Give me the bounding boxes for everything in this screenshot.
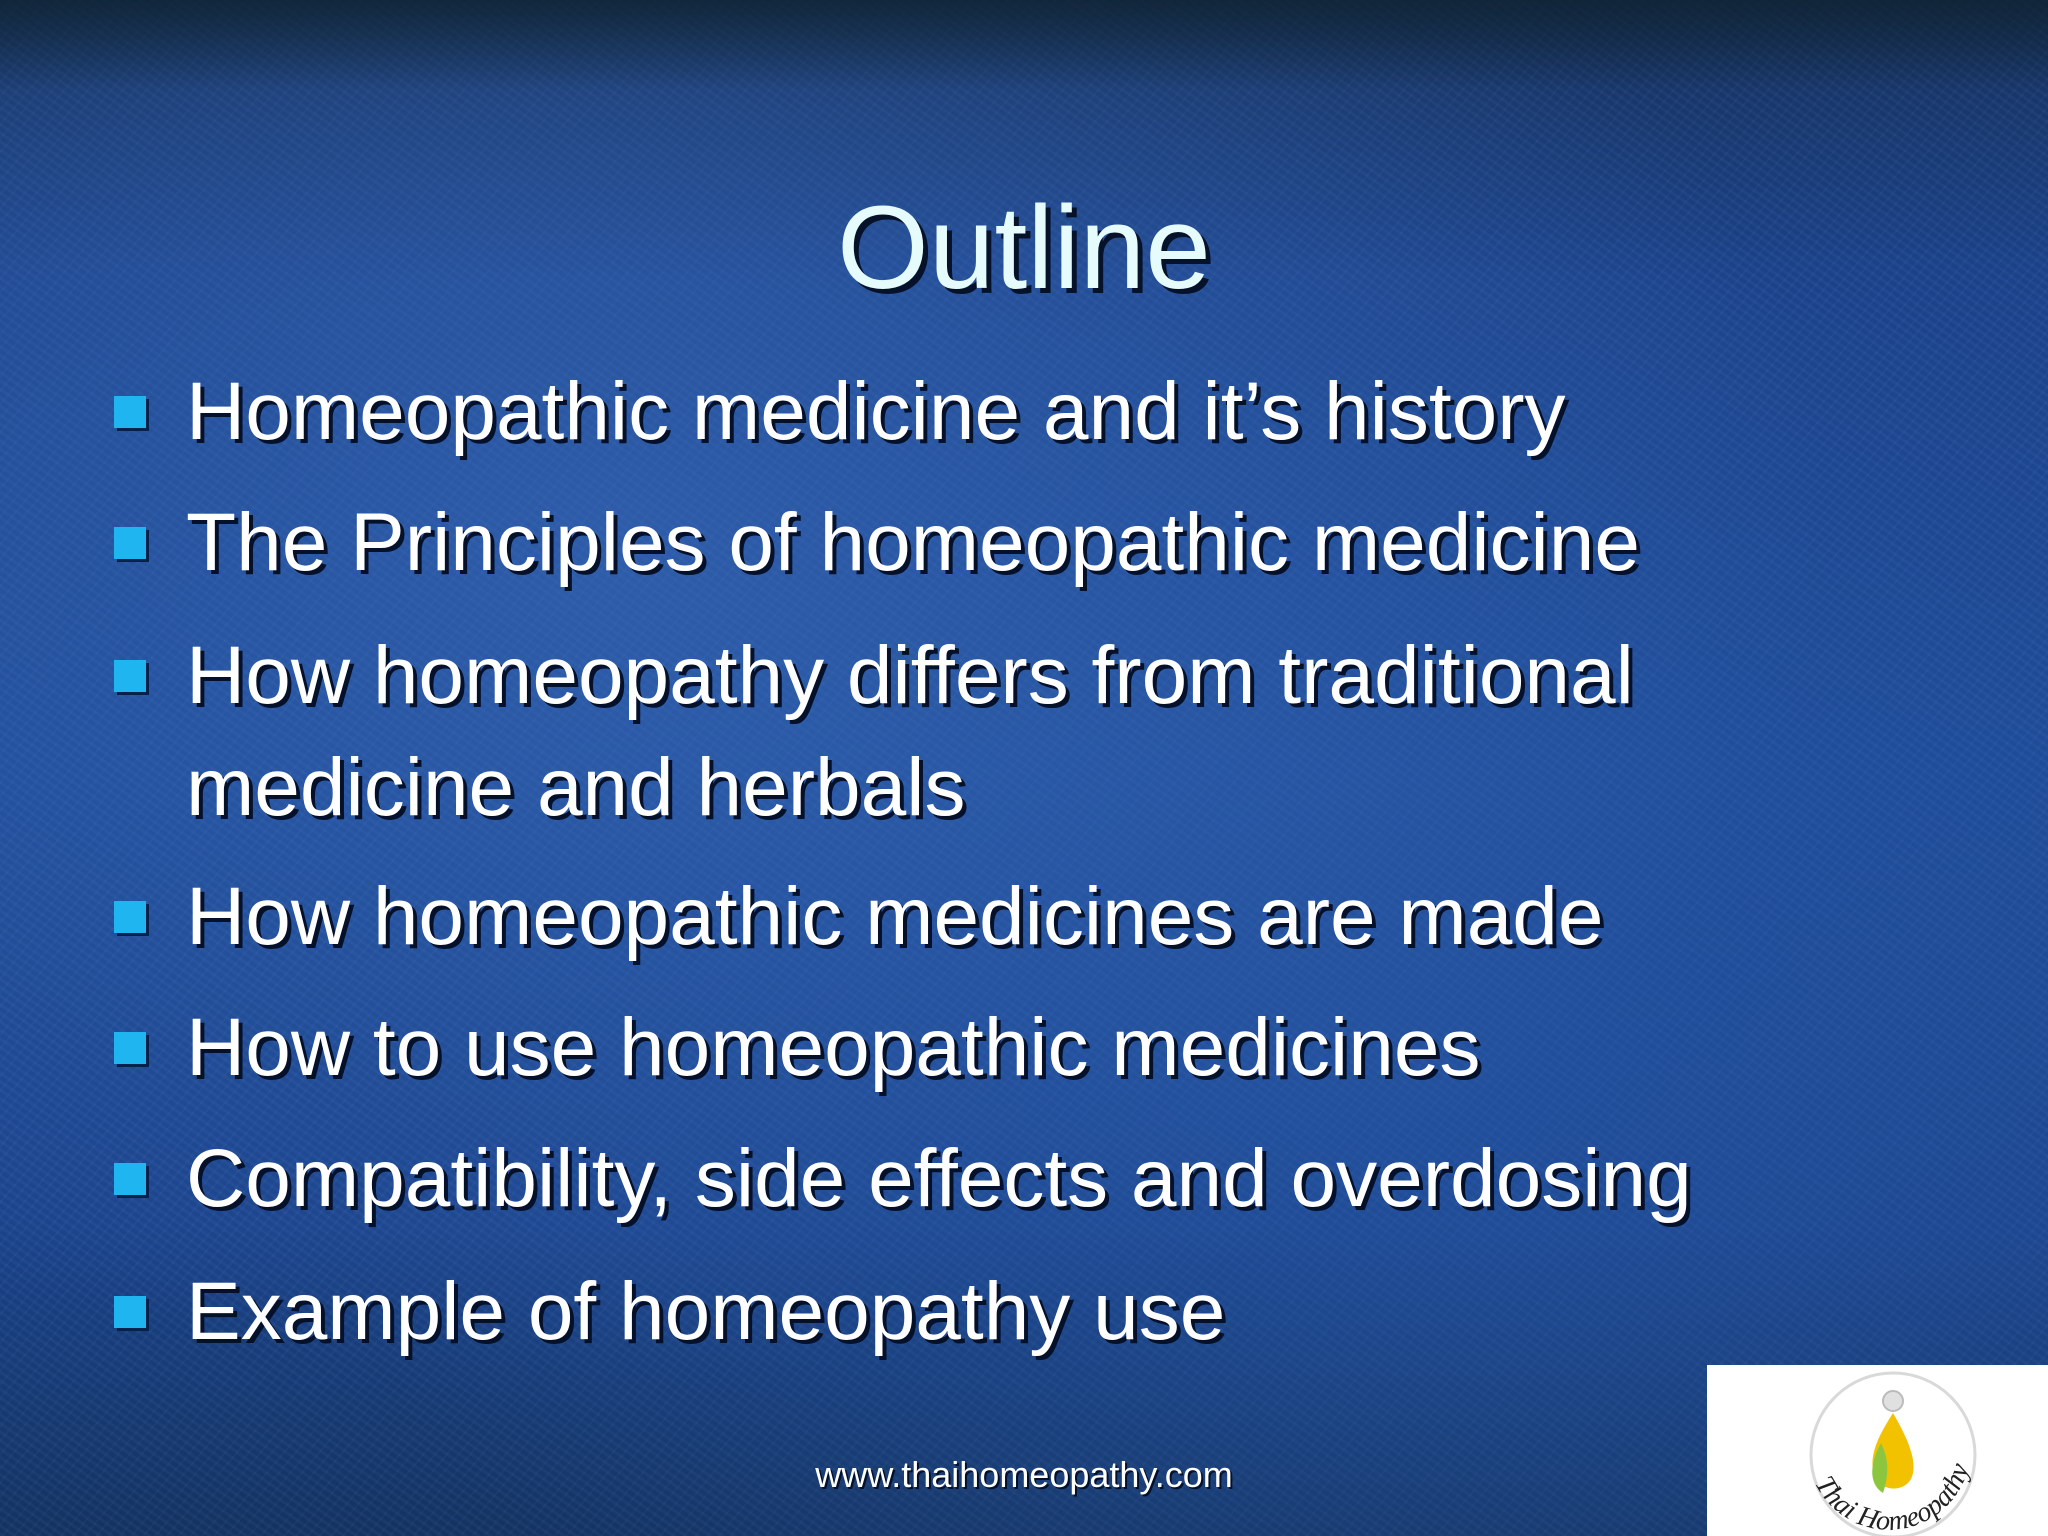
bullet-item	[186, 861, 1986, 973]
bullet-text: Compatibility, side effects and overdosing	[186, 1133, 1692, 1224]
bullet-item	[186, 487, 1986, 599]
slide-title: Outline	[837, 182, 1211, 314]
bullet-item	[186, 1256, 1986, 1368]
square-bullet-icon	[114, 527, 146, 559]
bullet-text: How homeopathy differs from traditional medicine and herbals	[186, 630, 1634, 833]
thai-homeopathy-logo-icon	[1707, 1365, 2048, 1536]
bullet-text: Homeopathic medicine and it’s history	[186, 366, 1566, 457]
logo-box	[1707, 1365, 2048, 1536]
bullet-item	[186, 620, 1886, 844]
square-bullet-icon	[114, 1163, 146, 1195]
svg-text:Thai Homeopathy: Thai Homeopathy	[1808, 1459, 1976, 1536]
bullet-item	[186, 356, 1986, 468]
bullet-text: How to use homeopathic medicines	[186, 1002, 1481, 1093]
square-bullet-icon	[114, 396, 146, 428]
square-bullet-icon	[114, 1296, 146, 1328]
bullet-item	[186, 992, 1986, 1104]
square-bullet-icon	[114, 901, 146, 933]
bullet-item	[186, 1123, 1986, 1235]
footer-url: www.thaihomeopathy.com	[815, 1454, 1233, 1495]
square-bullet-icon	[114, 1032, 146, 1064]
bullet-text: Example of homeopathy use	[186, 1266, 1226, 1357]
bullet-text: How homeopathic medicines are made	[186, 871, 1604, 962]
bullet-text: The Principles of homeopathic medicine	[186, 497, 1640, 588]
square-bullet-icon	[114, 660, 146, 692]
